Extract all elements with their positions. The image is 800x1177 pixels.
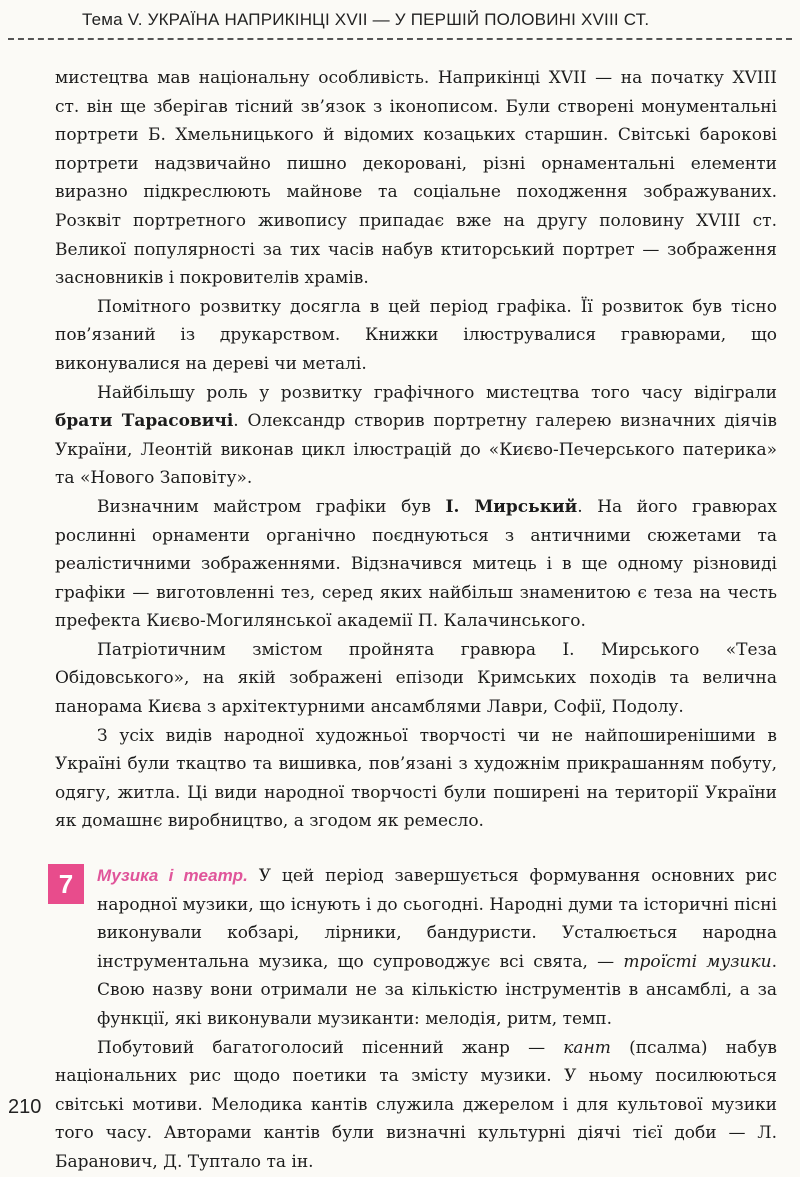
italic-term: троїсті музики <box>623 951 772 972</box>
section-number-badge: 7 <box>48 864 84 904</box>
chapter-title: Тема V. УКРАЇНА НАПРИКІНЦІ XVII — У ПЕРШІЙ ПОЛОВИНІ XVIII СТ. <box>82 10 650 29</box>
paragraph: Найбільшу роль у розвитку графічного мистецтва того часу відіграли брати Тарасовичі. Олександр створив портретну галерею визначних діячів України, Леонтій виконав цикл ілюстрацій до «Києво-Печерського патерика» та «Нового Заповіту». <box>55 382 778 489</box>
section-music-theatre <box>55 862 777 1177</box>
bold-term: І. Мирський <box>445 496 578 517</box>
page-body <box>55 64 777 1177</box>
bold-term: брати Тарасовичі <box>55 411 234 432</box>
paragraph: Патріотичним змістом пройнята гравюра І. Мирського «Теза Обідовського», на якій зображені епізоди Кримських походів та велична панорама Києва з архітектурними ансамблями Лаври, Софії, Подолу. <box>55 639 777 718</box>
paragraph: мистецтва мав національну особливість. Наприкінці XVII — на початку XVIII ст. він ще зберігав тісний зв’язок з іконописом. Були створені монументальні портрети Б. Хмельницького й відомих козацьких старшин. Світські барокові портрети надзвичайно пишно декоровані, різні орнаментальні елементи виразно підкреслюють майнове та соціальне походження зображуваних. Розквіт портретного живопису припадає вже на другу половину XVIII ст. Великої популярності за тих часів набув ктиторський портрет — зображення засновників і покровителів храмів. <box>55 68 777 289</box>
italic-term: кант <box>563 1037 611 1058</box>
page-number: 210 <box>8 1096 42 1118</box>
paragraph: Визначним майстром графіки був І. Мирський. На його гравюрах рослинні орнаменти органічно поєднуються з античними сюжетами та реалістичними зображеннями. Відзначився митець і в ще одному різновиді графіки — виготовленні тез, серед яких найбільш знаменитою є теза на честь префекта Києво-Могилянської академії П. Калачинського. <box>55 496 777 632</box>
paragraph: Музика і театр. У цей період завершується формування основних рис народної музики, що існують і до сьогодні. Народні думи та історичні пісні виконували кобзарі, лірники, бандуристи. Усталюється народна інструментальна музика, що супроводжує всі свята, — троїсті музики. Свою назву вони отримали не за кількістю інструментів в ансамблі, а за функції, які виконували музиканти: мелодія, ритм, темп. <box>97 866 777 1029</box>
header-divider <box>8 38 792 40</box>
paragraph: З усіх видів народної художньої творчості чи не найпоширенішими в Україні були ткацтво та вишивка, пов’язані з художнім прикрашанням побуту, одягу, житла. Ці види народної творчості були поширені на території України як домашнє виробництво, а згодом як ремесло. <box>55 725 777 832</box>
page-header <box>0 0 800 44</box>
section-heading: Музика і театр. <box>97 866 248 886</box>
paragraph: Побутовий багатоголосий пісенний жанр — кант (псалма) набув національних рис щодо поетики та змісту музики. У ньому посилюються світські мотиви. Мелодика кантів служила джерелом і для культової музики того часу. Авторами кантів були визначні культурні діячі тієї доби — Л. Баранович, Д. Туптало та ін. <box>55 1037 777 1172</box>
paragraph: Помітного розвитку досягла в цей період графіка. Її розвиток був тісно пов’язаний із друкарством. Книжки ілюструвалися гравюрами, що виконувалися на дереві чи металі. <box>55 296 777 374</box>
